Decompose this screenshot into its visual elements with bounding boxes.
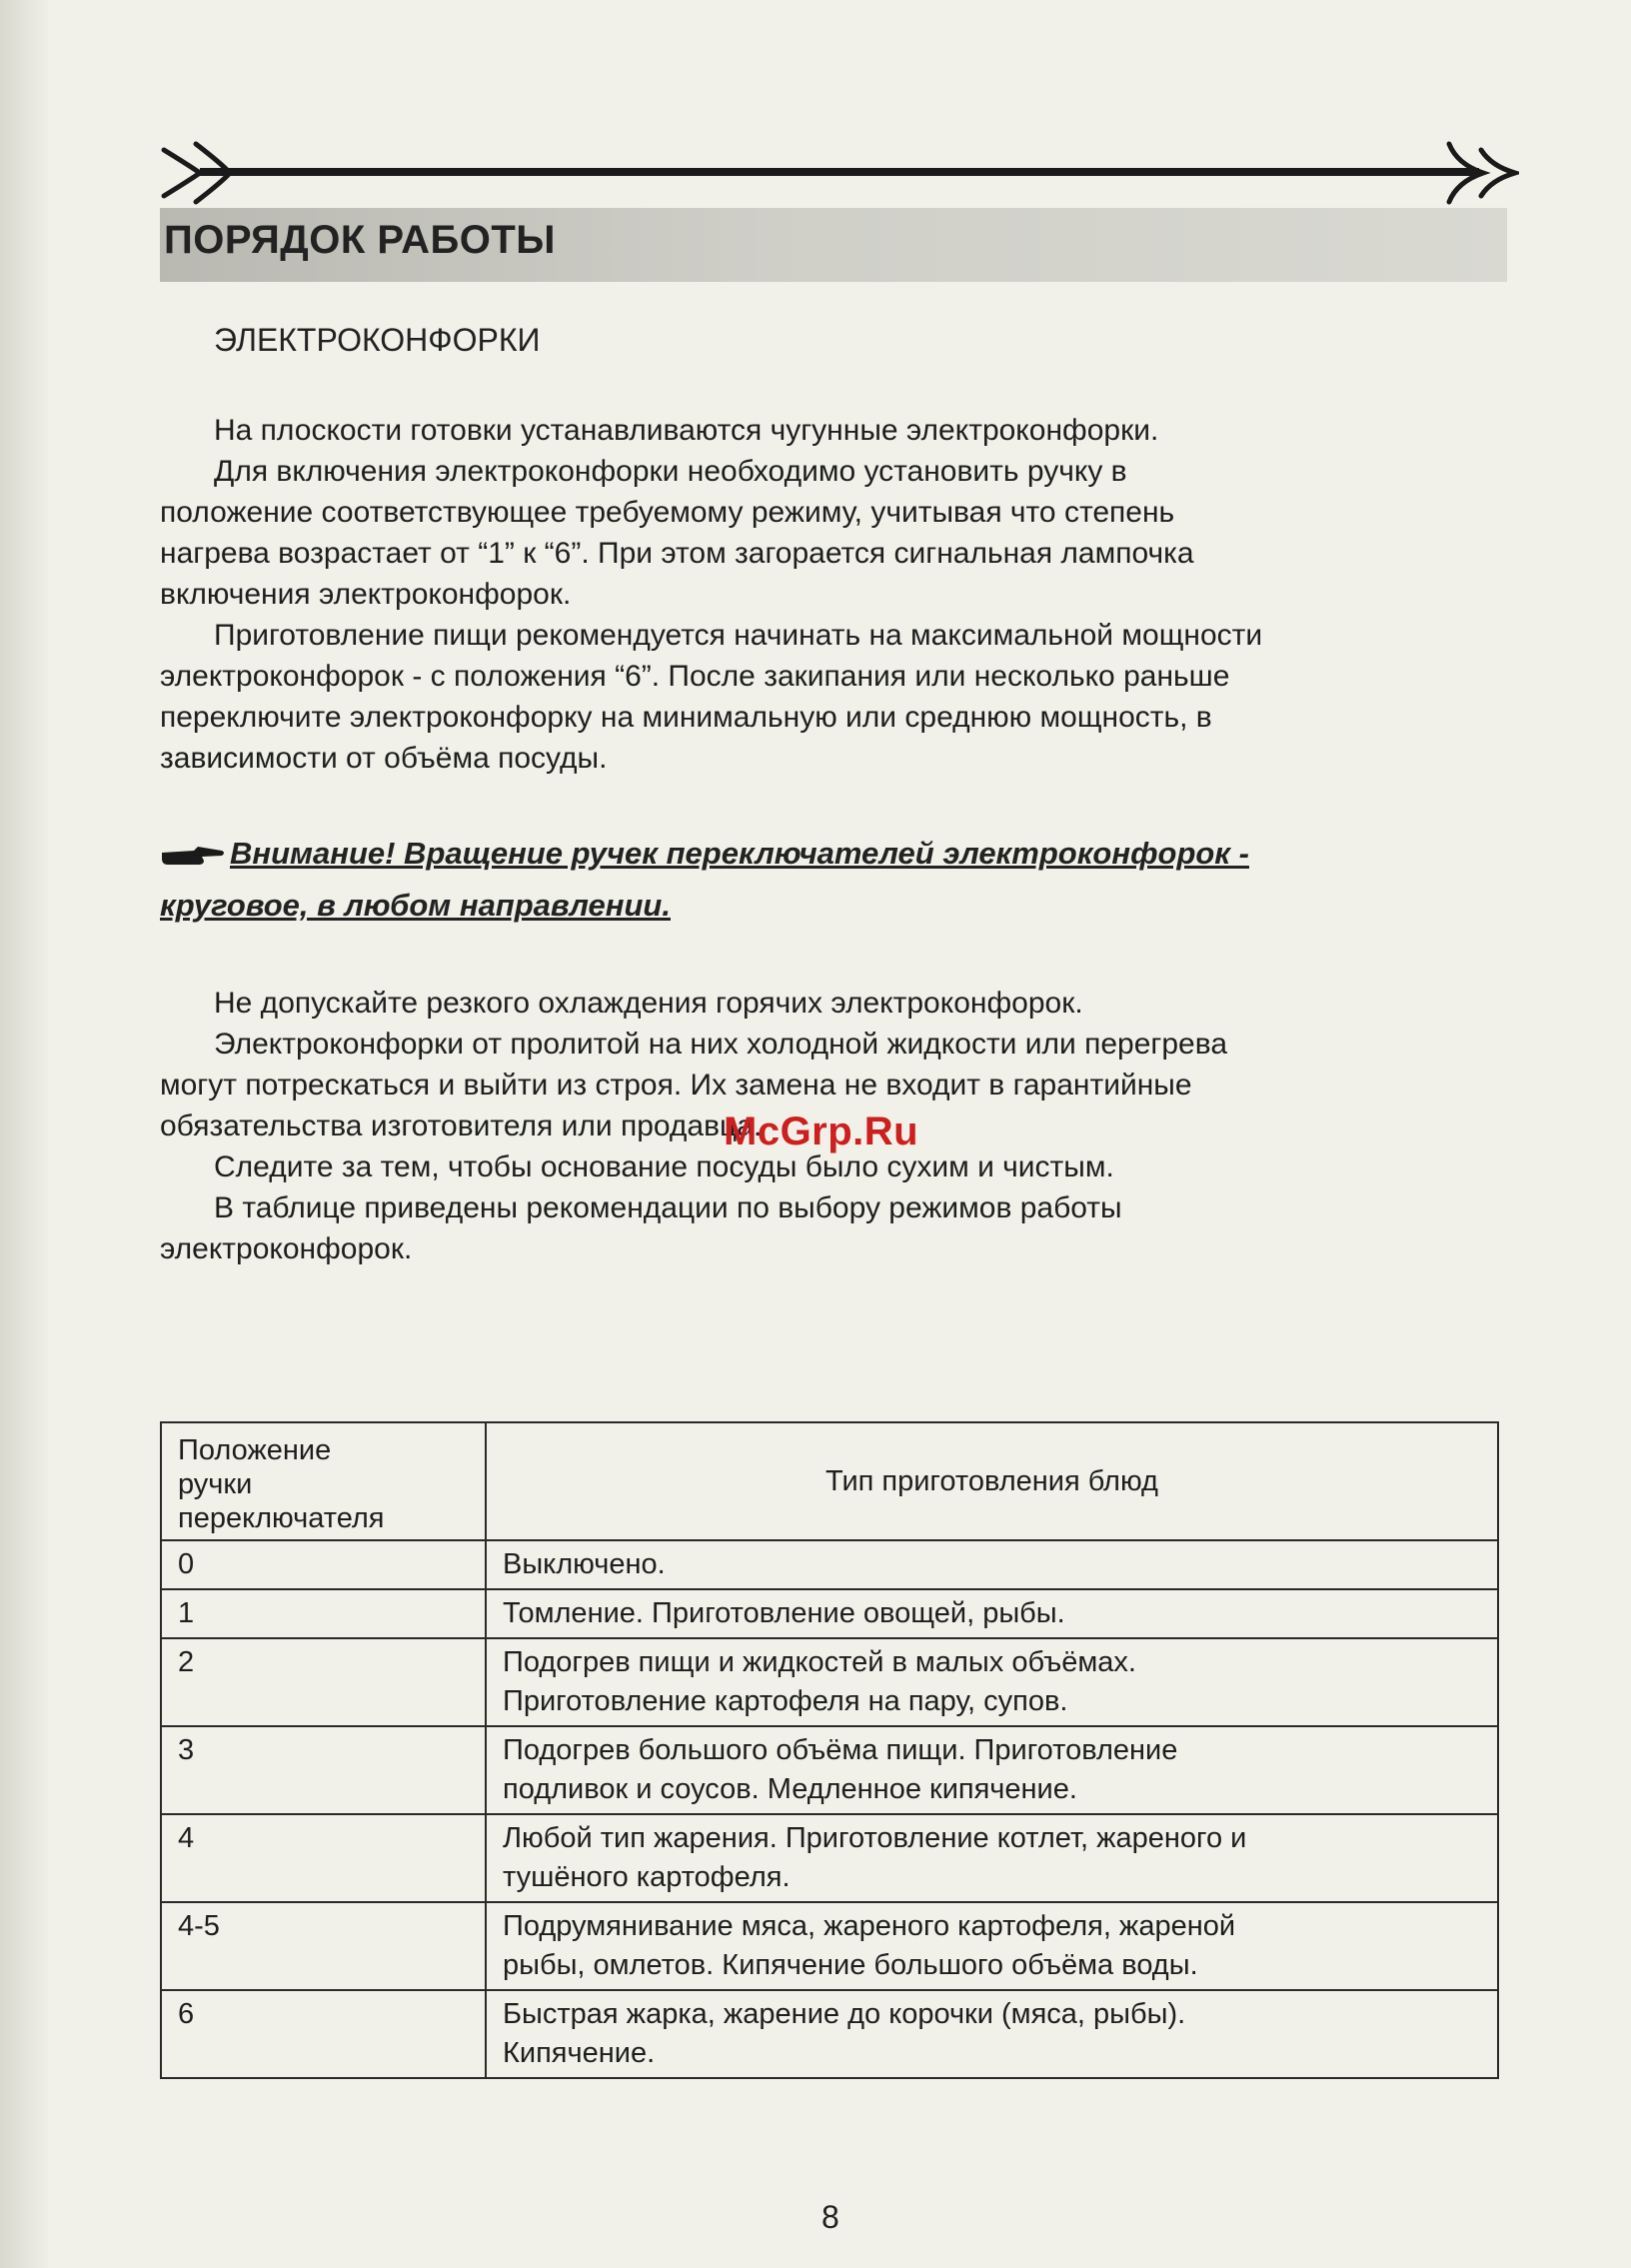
header-type-cell: Тип приготовления блюд	[486, 1422, 1498, 1540]
header-position-line: переключателя	[178, 1502, 385, 1534]
paragraph-line: электроконфорок - с положения “6”. После закипания или несколько раньше	[160, 660, 1230, 693]
description-line: Подогрев пищи и жидкостей в малых объёмах.	[503, 1646, 1136, 1678]
paragraph-line: обязательства изготовителя или продавца.	[160, 1110, 763, 1142]
description-line: Быстрая жарка, жарение до корочки (мяса, рыбы).	[503, 1998, 1186, 2030]
header-position-line: ручки	[178, 1468, 253, 1500]
paragraph-line: переключите электроконфорку на минимальную или среднюю мощность, в	[160, 701, 1212, 734]
description-cell	[486, 1638, 1498, 1726]
header-position-line: Положение	[178, 1434, 332, 1466]
position-cell: 4-5	[161, 1902, 486, 1990]
paragraph-line: Не допускайте резкого охлаждения горячих электроконфорок.	[214, 987, 1083, 1020]
warning-text-1: Внимание! Вращение ручек переключателей электроконфорок -	[230, 836, 1249, 871]
paragraph-line: положение соответствующее требуемому режиму, учитывая что степень	[160, 496, 1175, 529]
position-cell: 3	[161, 1726, 486, 1814]
description-line: Выключено.	[503, 1548, 666, 1580]
paragraph-line: могут потрескаться и выйти из строя. Их замена не входит в гарантийные	[160, 1069, 1192, 1102]
description-cell	[486, 1814, 1498, 1902]
description-line: рыбы, омлетов. Кипячение большого объёма воды.	[503, 1949, 1198, 1981]
page-edge-shadow	[0, 0, 48, 2268]
description-line: Любой тип жарения. Приготовление котлет, жареного и	[503, 1822, 1247, 1854]
warning-note	[160, 828, 1459, 932]
table-row	[161, 1540, 1498, 1589]
paragraph-line: В таблице приведены рекомендации по выбору режимов работы	[214, 1191, 1122, 1224]
description-cell	[486, 1540, 1498, 1589]
description-line: Кипячение.	[503, 2037, 656, 2069]
position-cell: 0	[161, 1540, 486, 1589]
table-header-row	[161, 1422, 1498, 1540]
paragraph-line: Приготовление пищи рекомендуется начинать на максимальной мощности	[214, 619, 1263, 652]
description-line: подливок и соусов. Медленное кипячение.	[503, 1773, 1077, 1805]
paragraph-line: Следите за тем, чтобы основание посуды было сухим и чистым.	[214, 1150, 1114, 1183]
paragraph-line: зависимости от объёма посуды.	[160, 742, 608, 775]
description-cell	[486, 1726, 1498, 1814]
modes-table	[160, 1421, 1499, 2079]
table-row	[161, 1814, 1498, 1902]
section-title: ПОРЯДОК РАБОТЫ	[164, 218, 556, 262]
warning-line-1	[160, 828, 1459, 880]
description-cell	[486, 1990, 1498, 2078]
header-position-cell	[161, 1422, 486, 1540]
header-rule-decoration	[160, 138, 1519, 208]
paragraph-line: Электроконфорки от пролитой на них холодной жидкости или перегрева	[214, 1028, 1228, 1061]
pointing-hand-icon	[160, 843, 226, 869]
description-cell	[486, 1902, 1498, 1990]
table-row	[161, 1902, 1498, 1990]
watermark-link[interactable]: McGrp.Ru	[724, 1110, 919, 1153]
description-line: Приготовление картофеля на пару, супов.	[503, 1685, 1068, 1717]
position-cell: 2	[161, 1638, 486, 1726]
table-row	[161, 1990, 1498, 2078]
paragraph-line: электроконфорок.	[160, 1232, 413, 1265]
description-cell	[486, 1589, 1498, 1638]
position-cell: 6	[161, 1990, 486, 2078]
description-line: Томление. Приготовление овощей, рыбы.	[503, 1597, 1065, 1629]
warning-text-2: круговое, в любом направлении.	[160, 888, 671, 923]
description-line: Подогрев большого объёма пищи. Приготовление	[503, 1734, 1178, 1766]
page-number: 8	[821, 2199, 839, 2235]
subsection-title: ЭЛЕКТРОКОНФОРКИ	[214, 322, 541, 358]
table-row	[161, 1589, 1498, 1638]
paragraph-line: Для включения электроконфорки необходимо установить ручку в	[214, 455, 1127, 488]
description-line: Подрумянивание мяса, жареного картофеля, жареной	[503, 1910, 1236, 1942]
description-line: тушёного картофеля.	[503, 1861, 791, 1893]
paragraph-line: нагрева возрастает от “1” к “6”. При этом загорается сигнальная лампочка	[160, 537, 1194, 570]
table-row	[161, 1638, 1498, 1726]
position-cell: 1	[161, 1589, 486, 1638]
paragraph-line: включения электроконфорок.	[160, 578, 572, 611]
paragraph-line: На плоскости готовки устанавливаются чугунные электроконфорки.	[214, 414, 1159, 447]
table-row	[161, 1726, 1498, 1814]
position-cell: 4	[161, 1814, 486, 1902]
